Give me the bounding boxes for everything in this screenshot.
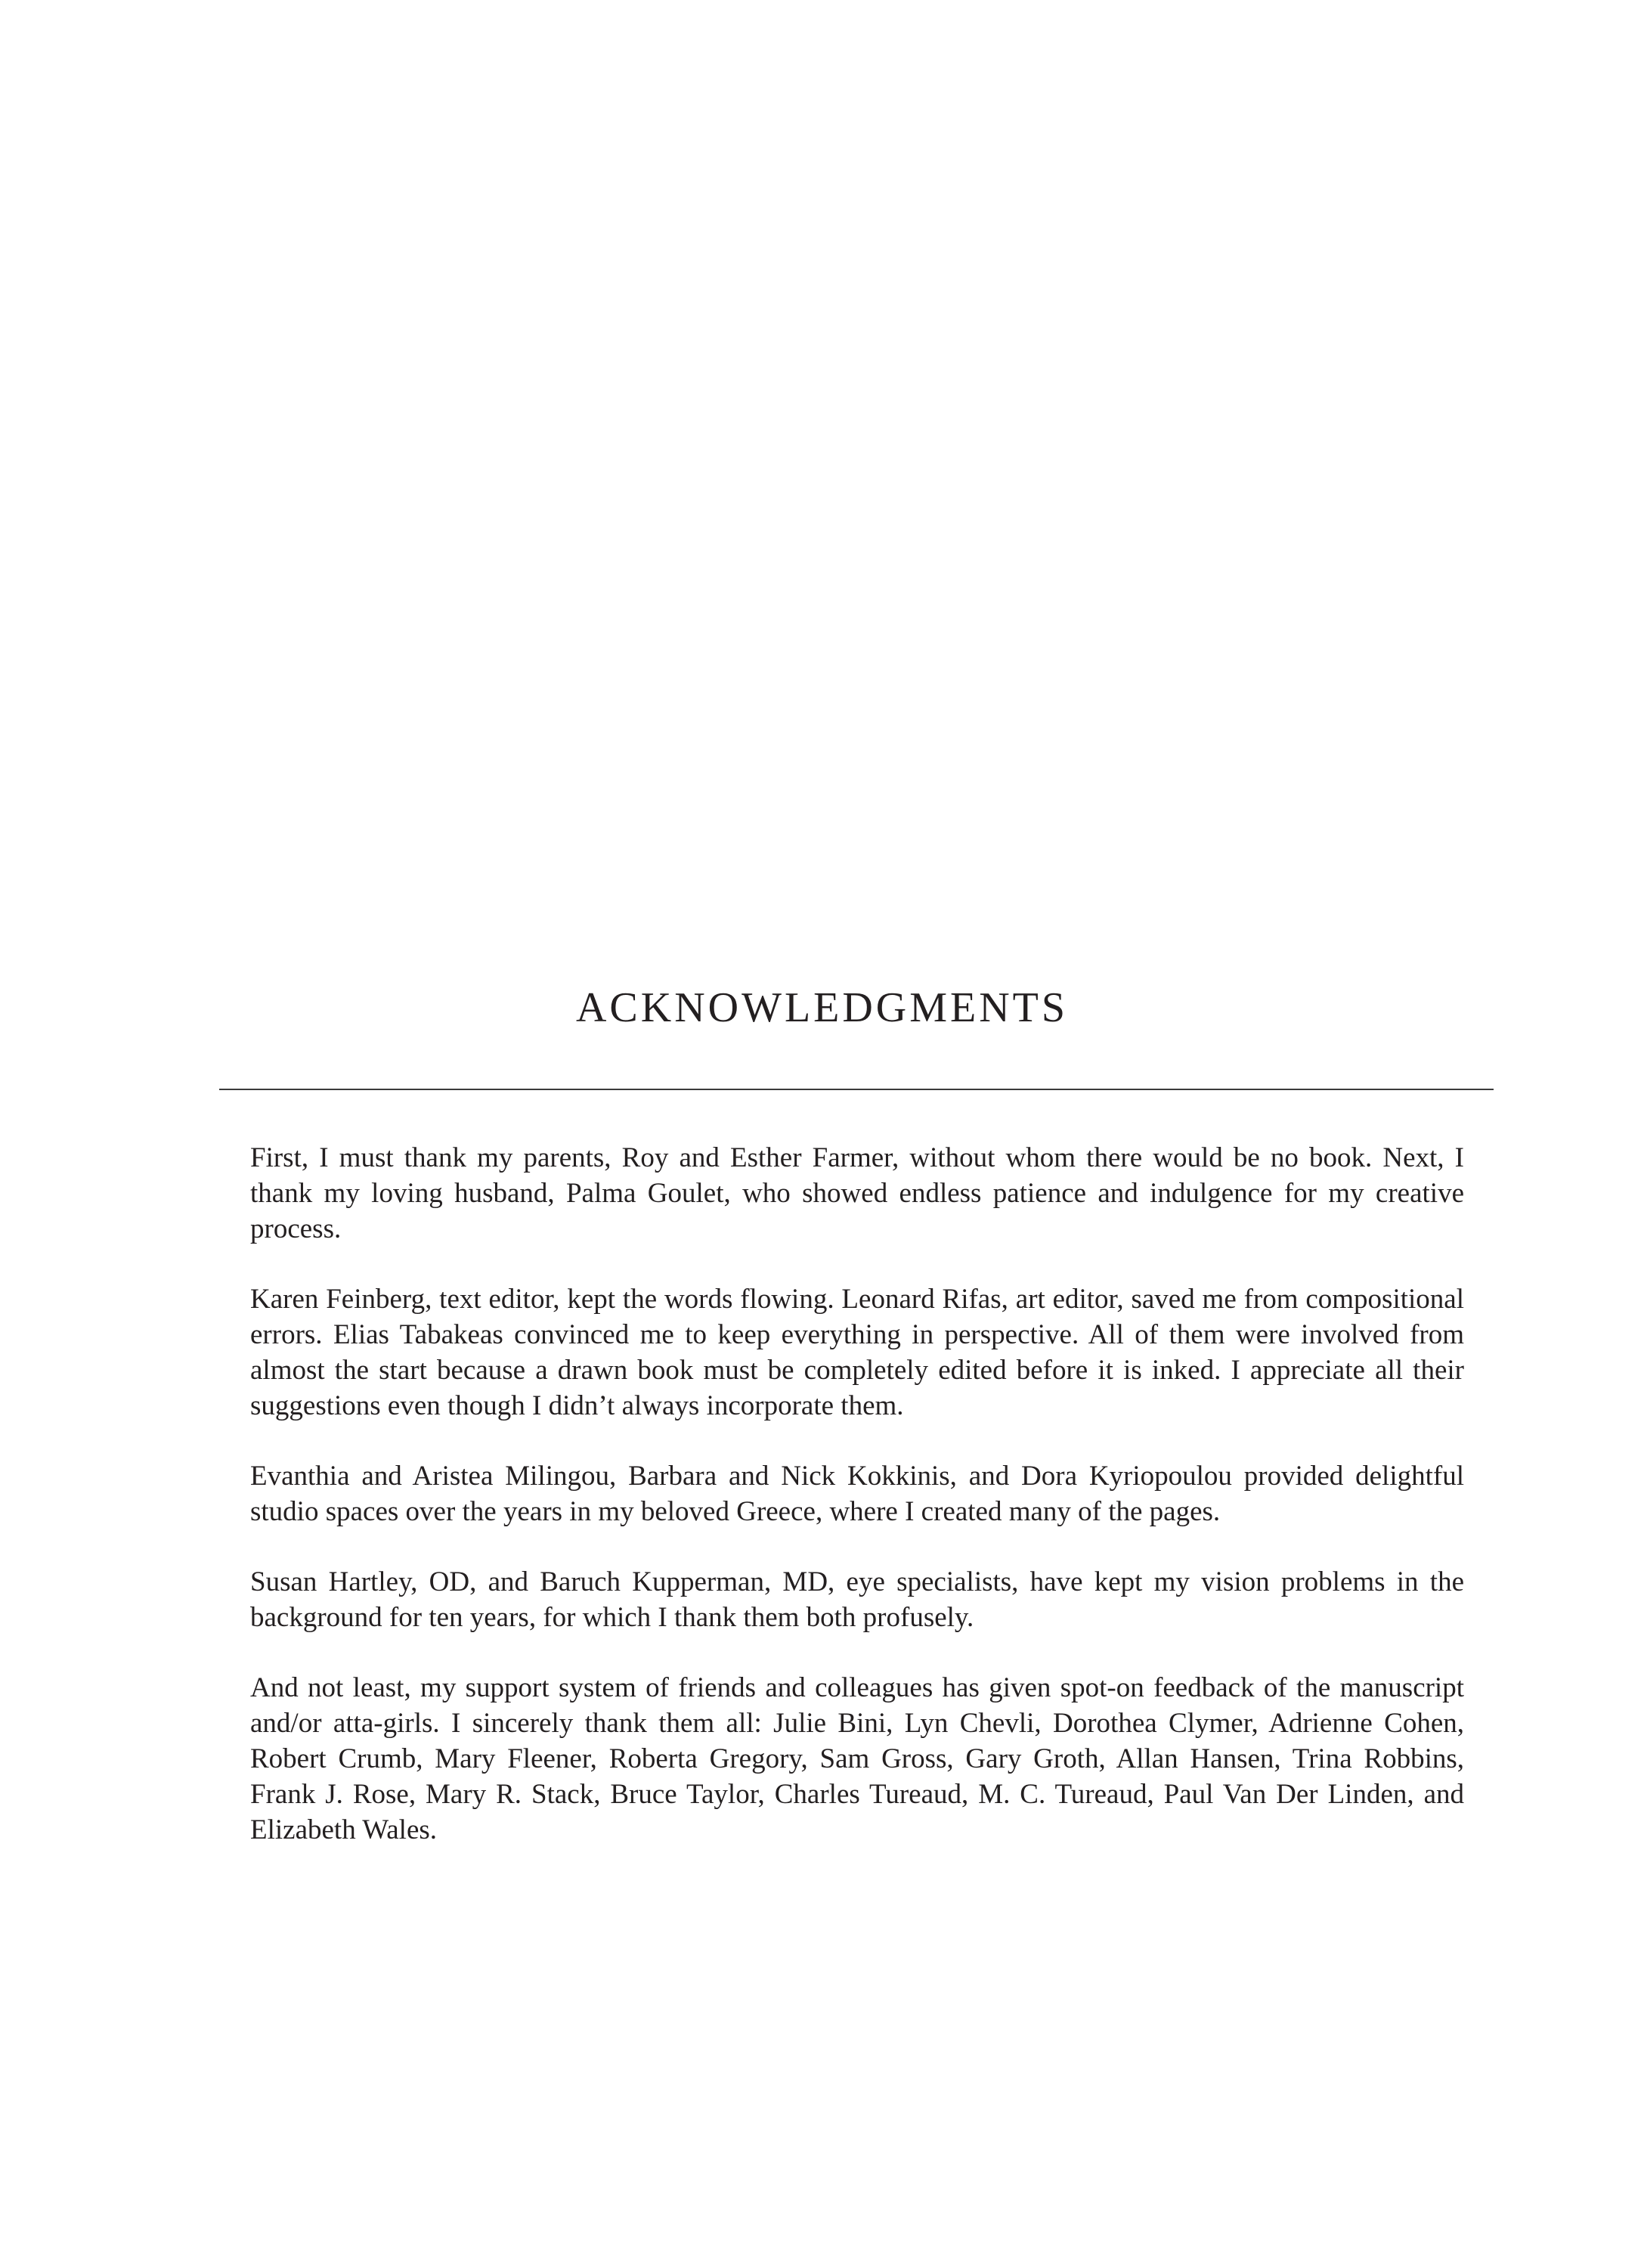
acknowledgments-body [250,1140,1464,1882]
paragraph-eye-specialists: Susan Hartley, OD, and Baruch Kupperman, MD, eye specialists, have kept my vision problems in the background for ten years, for which I thank them both profusely. [250,1566,1464,1633]
page-title: ACKNOWLEDGMENTS [575,984,1069,1031]
paragraph-studios: Evanthia and Aristea Milingou, Barbara and Nick Kokkinis, and Dora Kyriopoulou provided delightful studio spaces over the years in my beloved Greece, where I created many of the pages. [250,1461,1464,1527]
paragraph-editors: Karen Feinberg, text editor, kept the words flowing. Leonard Rifas, art editor, saved me from compositional errors. Elias Tabakeas convinced me to keep everything in perspective. All of them were involved from almost the start because a drawn book must be completely edited before it is inked. I appreciate all their suggestions even though I didn’t always incorporate them. [250,1284,1464,1421]
paragraph-parents: First, I must thank my parents, Roy and Esther Farmer, without whom there would be no book. Next, I thank my loving husband, Palma Goulet, who showed endless patience and indulgence for my creative process. [250,1142,1464,1244]
title-divider [219,1089,1494,1090]
paragraph-friends: And not least, my support system of friends and colleagues has given spot-on feedback of the manuscript and/or atta-girls. I sincerely thank them all: Julie Bini, Lyn Chevli, Dorothea Clymer, Adrienne Cohen, Robert Crumb, Mary Fleener, Roberta Gregory, Sam Gross, Gary Groth, Allan Hansen, Trina Robbins, Frank J. Rose, Mary R. Stack, Bruce Taylor, Charles Tureaud, M. C. Tureaud, Paul Van Der Linden, and Elizabeth Wales. [250,1672,1464,1845]
